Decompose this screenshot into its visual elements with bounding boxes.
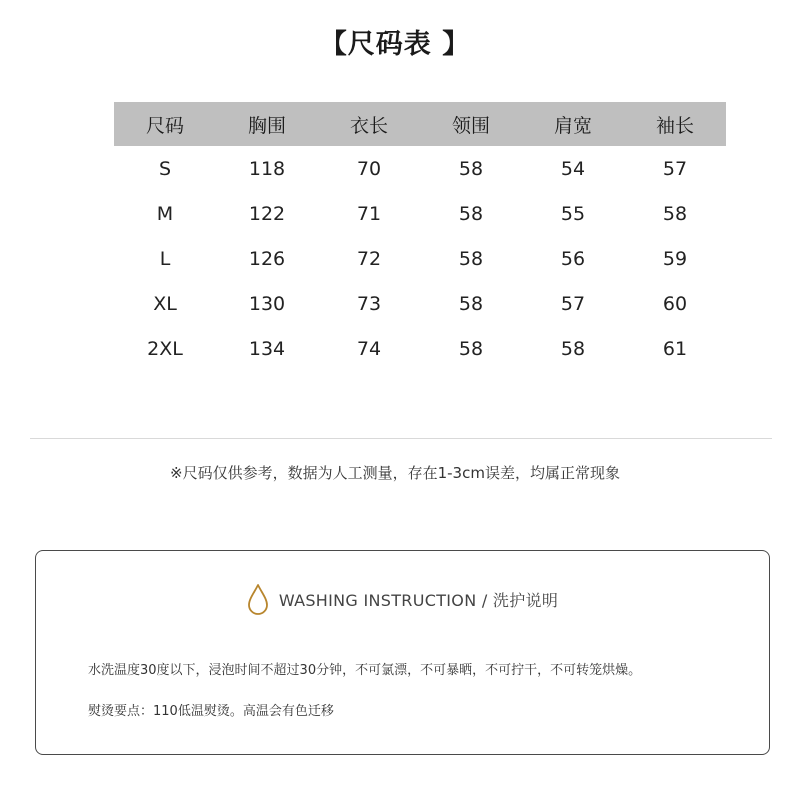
table-cell: L	[159, 247, 171, 270]
table-cell: 2XL	[147, 337, 183, 360]
table-cell: 72	[356, 247, 382, 270]
table-cell: 58	[560, 337, 586, 360]
table-row	[114, 236, 726, 281]
table-cell: 61	[662, 337, 688, 360]
table-cell: 73	[356, 292, 382, 315]
table-cell: 126	[248, 247, 286, 270]
table-row	[114, 326, 726, 371]
table-cell: 56	[560, 247, 586, 270]
header-sleeve: 袖长	[624, 102, 726, 146]
table-row	[114, 146, 726, 191]
table-cell: 54	[560, 157, 586, 180]
header-shoulder: 肩宽	[522, 102, 624, 146]
table-cell: 58	[458, 157, 484, 180]
ironing-text: 熨烫要点：110低温熨烫。高温会有色迁移	[88, 704, 334, 719]
table-cell: 55	[560, 202, 586, 225]
table-row	[114, 191, 726, 236]
table-cell: 59	[662, 247, 688, 270]
size-table	[114, 102, 726, 371]
washing-instruction-box	[35, 550, 770, 755]
table-cell: 58	[458, 337, 484, 360]
measurement-note: ※尺码仅供参考，数据为人工测量，存在1-3cm误差，均属正常现象	[170, 464, 620, 482]
header-chest: 胸围	[216, 102, 318, 146]
table-cell: 60	[662, 292, 688, 315]
table-cell: S	[158, 157, 172, 180]
table-row	[114, 281, 726, 326]
table-cell: 70	[356, 157, 382, 180]
table-cell: 134	[248, 337, 286, 360]
section-divider	[30, 438, 772, 439]
header-length: 衣长	[318, 102, 420, 146]
table-header-row	[114, 102, 726, 146]
washing-temperature-text: 水洗温度30度以下，浸泡时间不超过30分钟，不可氯漂，不可暴晒，不可拧干，不可转笼烘燥。	[88, 663, 642, 678]
table-cell: 118	[248, 157, 286, 180]
header-collar: 领围	[420, 102, 522, 146]
table-cell: M	[156, 202, 174, 225]
table-cell: 71	[356, 202, 382, 225]
table-cell: 58	[458, 202, 484, 225]
header-size: 尺码	[114, 102, 216, 146]
page-title: 【尺码表 】	[319, 29, 471, 60]
table-cell: 122	[248, 202, 286, 225]
table-cell: 58	[458, 292, 484, 315]
washing-header	[36, 583, 769, 615]
table-cell: 58	[458, 247, 484, 270]
table-cell: 130	[248, 292, 286, 315]
table-cell: 57	[560, 292, 586, 315]
table-cell: 57	[662, 157, 688, 180]
table-cell: 74	[356, 337, 382, 360]
table-cell: 58	[662, 202, 688, 225]
table-cell: XL	[153, 292, 177, 315]
washing-title: WASHING INSTRUCTION / 洗护说明	[278, 590, 559, 610]
water-drop-icon	[247, 583, 269, 615]
